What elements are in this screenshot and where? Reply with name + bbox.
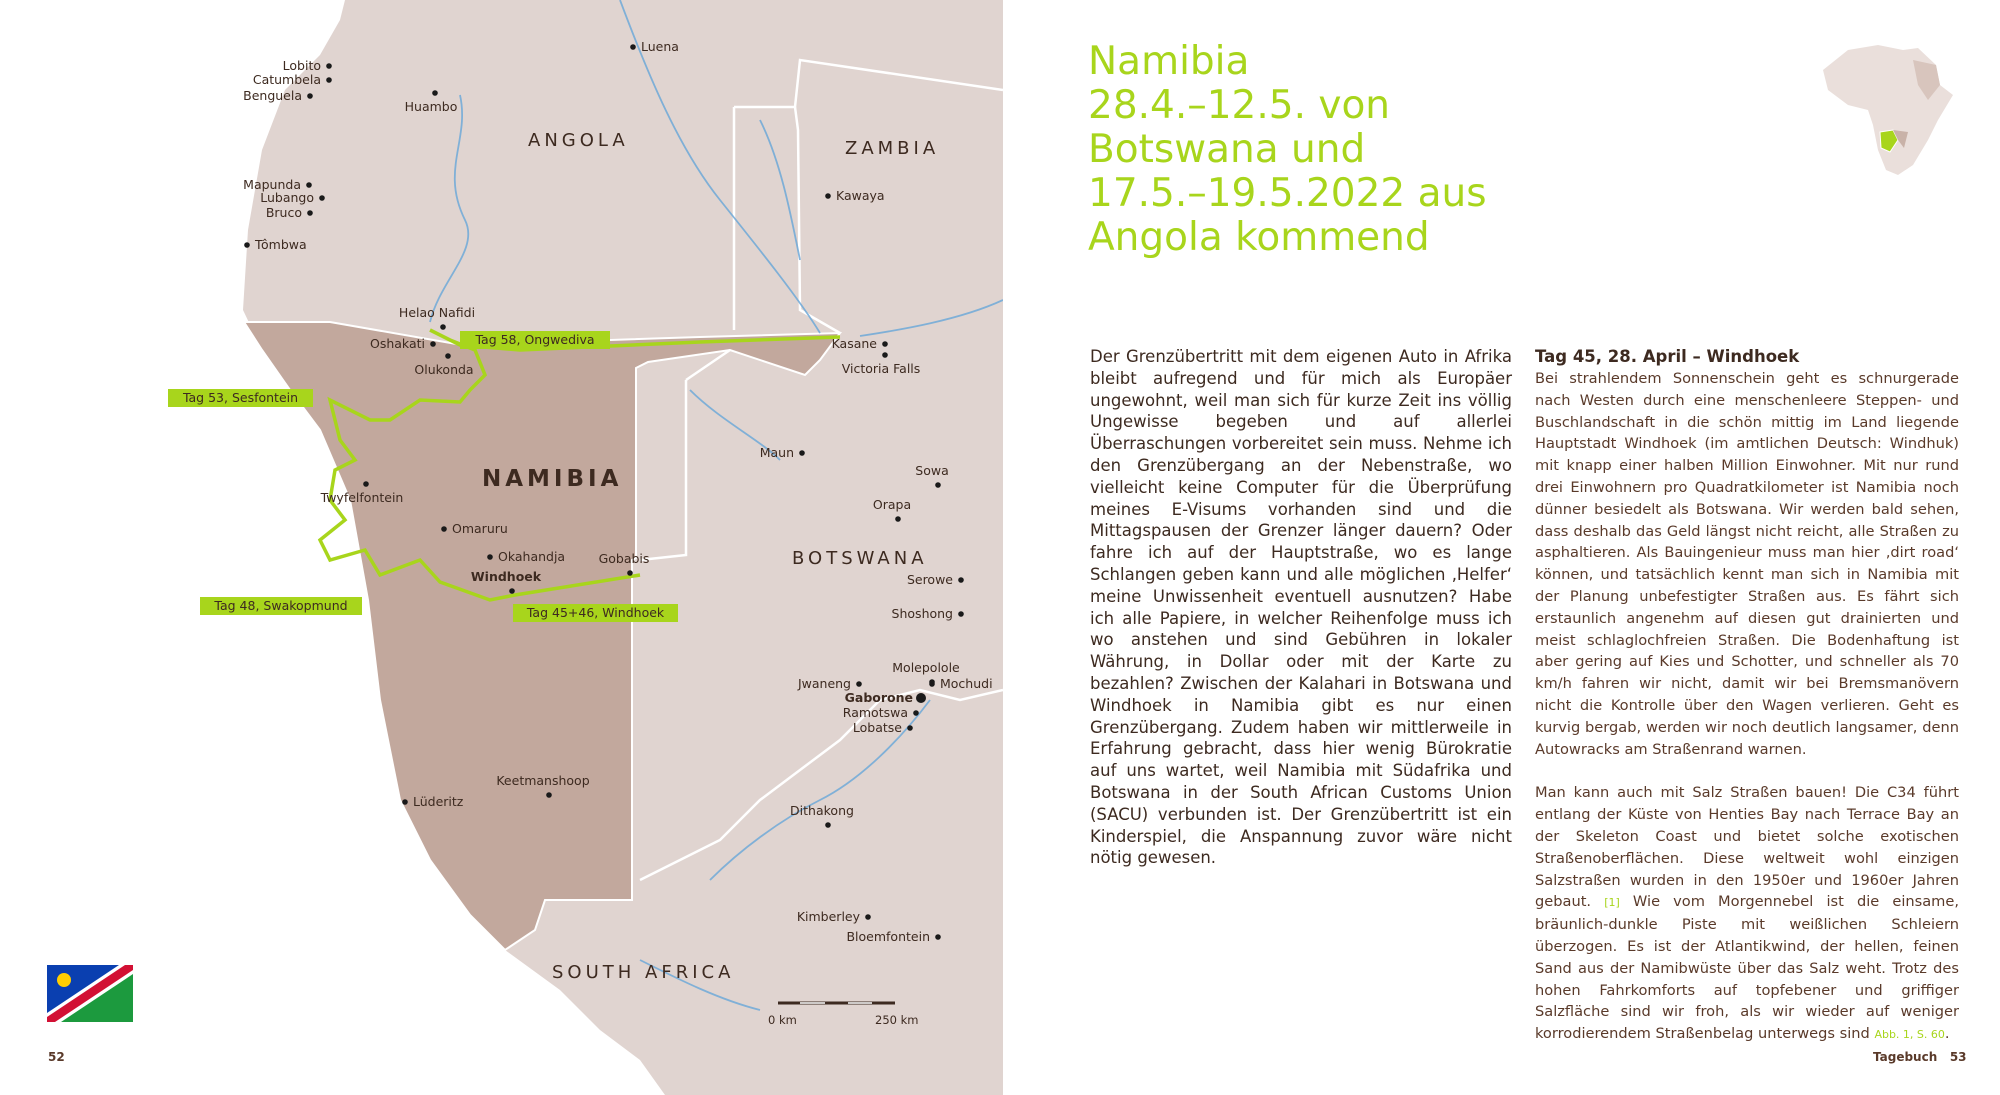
town-dot bbox=[799, 450, 805, 456]
route-label: Tag 58, Ongwediva bbox=[475, 332, 595, 347]
route-label: Tag 45+46, Windhoek bbox=[526, 605, 665, 620]
town-label: Shoshong bbox=[891, 606, 953, 621]
town-label: Helao Nafidi bbox=[398, 305, 476, 320]
town-label: Lubango bbox=[260, 190, 314, 205]
town-dot bbox=[935, 482, 941, 488]
town-label: Olukonda bbox=[414, 362, 474, 377]
town-dot bbox=[856, 681, 862, 687]
town-dot bbox=[402, 799, 408, 805]
town-dot bbox=[509, 588, 515, 594]
figure-reference: Abb. 1, S. 60 bbox=[1874, 1028, 1945, 1042]
town-label: Lüderitz bbox=[413, 794, 464, 809]
town-dot bbox=[895, 516, 901, 522]
label-namibia: NAMIBIA bbox=[482, 466, 623, 492]
town-label: Oshakati bbox=[370, 336, 425, 351]
town-dot bbox=[430, 341, 436, 347]
town-label: Keetmanshoop bbox=[496, 773, 590, 788]
heading-line-1: Namibia bbox=[1088, 39, 1250, 84]
label-south-africa: SOUTH AFRICA bbox=[552, 962, 735, 983]
town-dot bbox=[916, 693, 926, 703]
chapter-heading bbox=[1088, 40, 1508, 260]
page-number-left: 52 bbox=[48, 1050, 65, 1064]
town-label: Orapa bbox=[872, 497, 912, 512]
town-label: Mochudi bbox=[940, 676, 993, 691]
town-dot bbox=[326, 77, 332, 83]
town-dot bbox=[882, 341, 888, 347]
town-dot bbox=[363, 481, 369, 487]
town-label: Ramotswa bbox=[842, 705, 908, 720]
town-dot bbox=[432, 90, 438, 96]
town-dot bbox=[935, 934, 941, 940]
namibia-flag-icon bbox=[47, 965, 133, 1022]
town-dot bbox=[630, 44, 636, 50]
town-label: Dithakong bbox=[790, 803, 854, 818]
town-dot bbox=[882, 352, 888, 358]
town-dot bbox=[958, 577, 964, 583]
town-dot bbox=[913, 710, 919, 716]
town-dot bbox=[487, 554, 493, 560]
town-label: Molepolole bbox=[892, 660, 960, 675]
town-label: Jwaneng bbox=[797, 676, 851, 691]
town-label: Sowa bbox=[915, 463, 949, 478]
town-label: Victoria Falls bbox=[841, 361, 921, 376]
town-label: Lobatse bbox=[852, 720, 902, 735]
town-label: Luena bbox=[641, 39, 679, 54]
town-label: Huambo bbox=[404, 99, 458, 114]
town-label: Maun bbox=[759, 445, 794, 460]
town-label: Omaruru bbox=[452, 521, 508, 536]
diary-paragraph-2-continued: Wie vom Morgennebel ist die einsame, bräunlich-dunkle Piste mit weißlichen Schleiern überzogen. Es ist der Atlantikwind, der hellen, feinen Sand aus der Namibwüste über das Salz weht. Trotz des hohen Fahrkomforts auf topfebener und griffiger Salzfläche sind wir froh, als wir wieder auf weniger korrodierendem Straßenbelag unterwegs sind bbox=[1535, 893, 1960, 1043]
town-label: Mapunda bbox=[243, 177, 301, 192]
town-label: Kawaya bbox=[836, 188, 885, 203]
heading-line-2: 28.4.–12.5. von bbox=[1088, 83, 1391, 128]
town-dot bbox=[825, 822, 831, 828]
footnote-marker: [1] bbox=[1604, 896, 1620, 910]
town-dot bbox=[307, 210, 313, 216]
scale-end: 250 km bbox=[875, 1013, 919, 1027]
scale-start: 0 km bbox=[768, 1013, 797, 1027]
town-label: Kasane bbox=[831, 336, 877, 351]
town-dot bbox=[440, 324, 446, 330]
town-dot bbox=[441, 526, 447, 532]
town-dot bbox=[319, 195, 325, 201]
town-dot bbox=[958, 611, 964, 617]
africa-inset-map bbox=[1818, 40, 1958, 180]
diary-paragraph-1: Bei strahlendem Sonnenschein geht es schnurgerade nach Westen durch eine menschenleere Steppen- und Buschlandschaft in die schön mittig im Land liegende Hauptstadt Windhoek (im amtlichen Deutsch: Windhuk) mit knapp einer halben Million Einwohner. Mit nur rund drei Einwohnern pro Quadratkilometer ist Namibia noch dünner besiedelt als Botswana. Wir werden bald sehen, dass deshalb das Geld längst nicht reicht, alle Straßen zu asphaltieren. Als Bauingenieur muss man hier ‚dirt road‘ können, und tatsächlich kennt man sich in Namibia mit der Planung unbefestigter Straßen aus. Es fährt sich erstaunlich angenehm auf diesen gut drainierten und meist schlaglochfreien Straßen. Die Bodenhaftung ist aber gering auf Kies und Schotter, und schneller als 70 km/h fahren wir nicht, damit wir bei Bremsmanövern nicht die Kontrolle über den Wagen verlieren. Geht es kurvig bergab, werden wir noch deutlich langsamer, denn Autowracks am Straßenrand warnen. bbox=[1535, 370, 1959, 758]
town-dot bbox=[326, 63, 332, 69]
town-label: Catumbela bbox=[252, 72, 321, 87]
town-dot bbox=[546, 792, 552, 798]
town-dot bbox=[244, 242, 250, 248]
body-text-left: Der Grenzübertritt mit dem eigenen Auto in Afrika bleibt aufregend und für mich als Europäer ungewohnt, weil man sich für kurze Zeit ins völlig Ungewisse begeben und auf allerlei Überraschungen vorbereitet sein muss. Nehme ich den Grenzübergang an der Nebenstraße, wo vielleicht keine Computer für die Überprüfung meines E-Visums vorhanden sind und die Mittagspausen der Grenzer länger dauern? Oder fahre ich auf der Hauptstraße, wo es lange Schlangen geben kann und alle möglichen ‚Helfer‘ meine Unwissenheit eventuell ausnutzen? Habe ich alle Papiere, in welcher Reihenfolge muss ich wo anstehen und sind Gebühren in lokaler Währung, in Dollar oder mit der Karte zu bezahlen? Zwischen der Kalahari in Botswana und Windhoek in Namibia gibt es nur einen Grenzübergang. Zudem haben wir mittlerweile in Erfahrung gebracht, dass hier wenig Bürokratie auf uns wartet, weil Namibia mit Südafrika und Botswana in der South African Customs Union (SACU) verbunden ist. Der Grenzübertritt ist ein Kinderspiel, die Anspannung zuvor wäre nicht nötig gewesen. bbox=[1090, 347, 1512, 868]
town-label: Kimberley bbox=[796, 909, 860, 924]
town-dot bbox=[825, 193, 831, 199]
diary-paragraph-2: Man kann auch mit Salz Straßen bauen! Die C34 führt entlang der Küste von Henties Bay nach Terrace Bay an der Skeleton Coast und bietet solche exotischen Straßenoberflächen. Diese weltweit wohl einzigen Salzstraßen wurden in den 1950er und 1960er Jahren gebaut. [1] Wie vom Morgennebel ist die einsame, bräunlich-dunkle Piste mit weißlichen Schleiern überzogen. Es ist der Atlantikwind, der hellen, feinen Sand aus der Namibwüste über das Salz weht. Trotz des hohen Fahrkomforts auf topfebener und griffiger Salzfläche sind wir froh, als wir wieder auf weniger korrodierendem Straßenbelag unterwegs sind Abb. 1, S. 60. bbox=[1535, 784, 1960, 1043]
page-number-right: 53 bbox=[1949, 1050, 1967, 1064]
town-label: Okahandja bbox=[498, 549, 566, 564]
town-label: Windhoek bbox=[470, 569, 542, 584]
label-angola: ANGOLA bbox=[528, 130, 629, 151]
town-label: Lobito bbox=[282, 58, 321, 73]
town-label: Gobabis bbox=[598, 551, 650, 566]
town-dot bbox=[306, 182, 312, 188]
section-name: Tagebuch bbox=[1873, 1050, 1938, 1064]
body-text-right bbox=[1535, 346, 1959, 1068]
town-dot bbox=[907, 725, 913, 731]
town-dot bbox=[865, 914, 871, 920]
town-label: Bruco bbox=[265, 205, 302, 220]
heading-line-4: 17.5.–19.5.2022 aus bbox=[1088, 171, 1487, 216]
town-label: Benguela bbox=[243, 88, 302, 103]
route-label: Tag 53, Sesfontein bbox=[182, 390, 299, 405]
town-label: Tômbwa bbox=[255, 237, 307, 252]
town-dot bbox=[445, 353, 451, 359]
label-botswana: BOTSWANA bbox=[792, 548, 928, 569]
town-label: Gaborone bbox=[844, 690, 913, 705]
town-label: Bloemfontein bbox=[846, 929, 930, 944]
route-label: Tag 48, Swakopmund bbox=[214, 598, 348, 613]
label-zambia: ZAMBIA bbox=[845, 138, 940, 159]
heading-line-5: Angola kommend bbox=[1088, 215, 1430, 260]
town-dot bbox=[307, 93, 313, 99]
heading-line-3: Botswana und bbox=[1088, 127, 1366, 172]
town-dot bbox=[929, 681, 935, 687]
town-label: Serowe bbox=[906, 572, 953, 587]
town-dot bbox=[627, 570, 633, 576]
town-label: Twyfelfontein bbox=[320, 490, 404, 505]
diary-entry-title: Tag 45, 28. April – Windhoek bbox=[1535, 347, 1800, 366]
diary-paragraph-2-text: Man kann auch mit Salz Straßen bauen! Die C34 führt entlang der Küste von Henties Bay nach Terrace Bay an der Skeleton Coast und bietet solche exotischen Straßenoberflächen. Diese weltweit wohl einzigen Salzstraßen wurden in den 1950er und 1960er Jahren gebaut. bbox=[1535, 784, 1959, 911]
